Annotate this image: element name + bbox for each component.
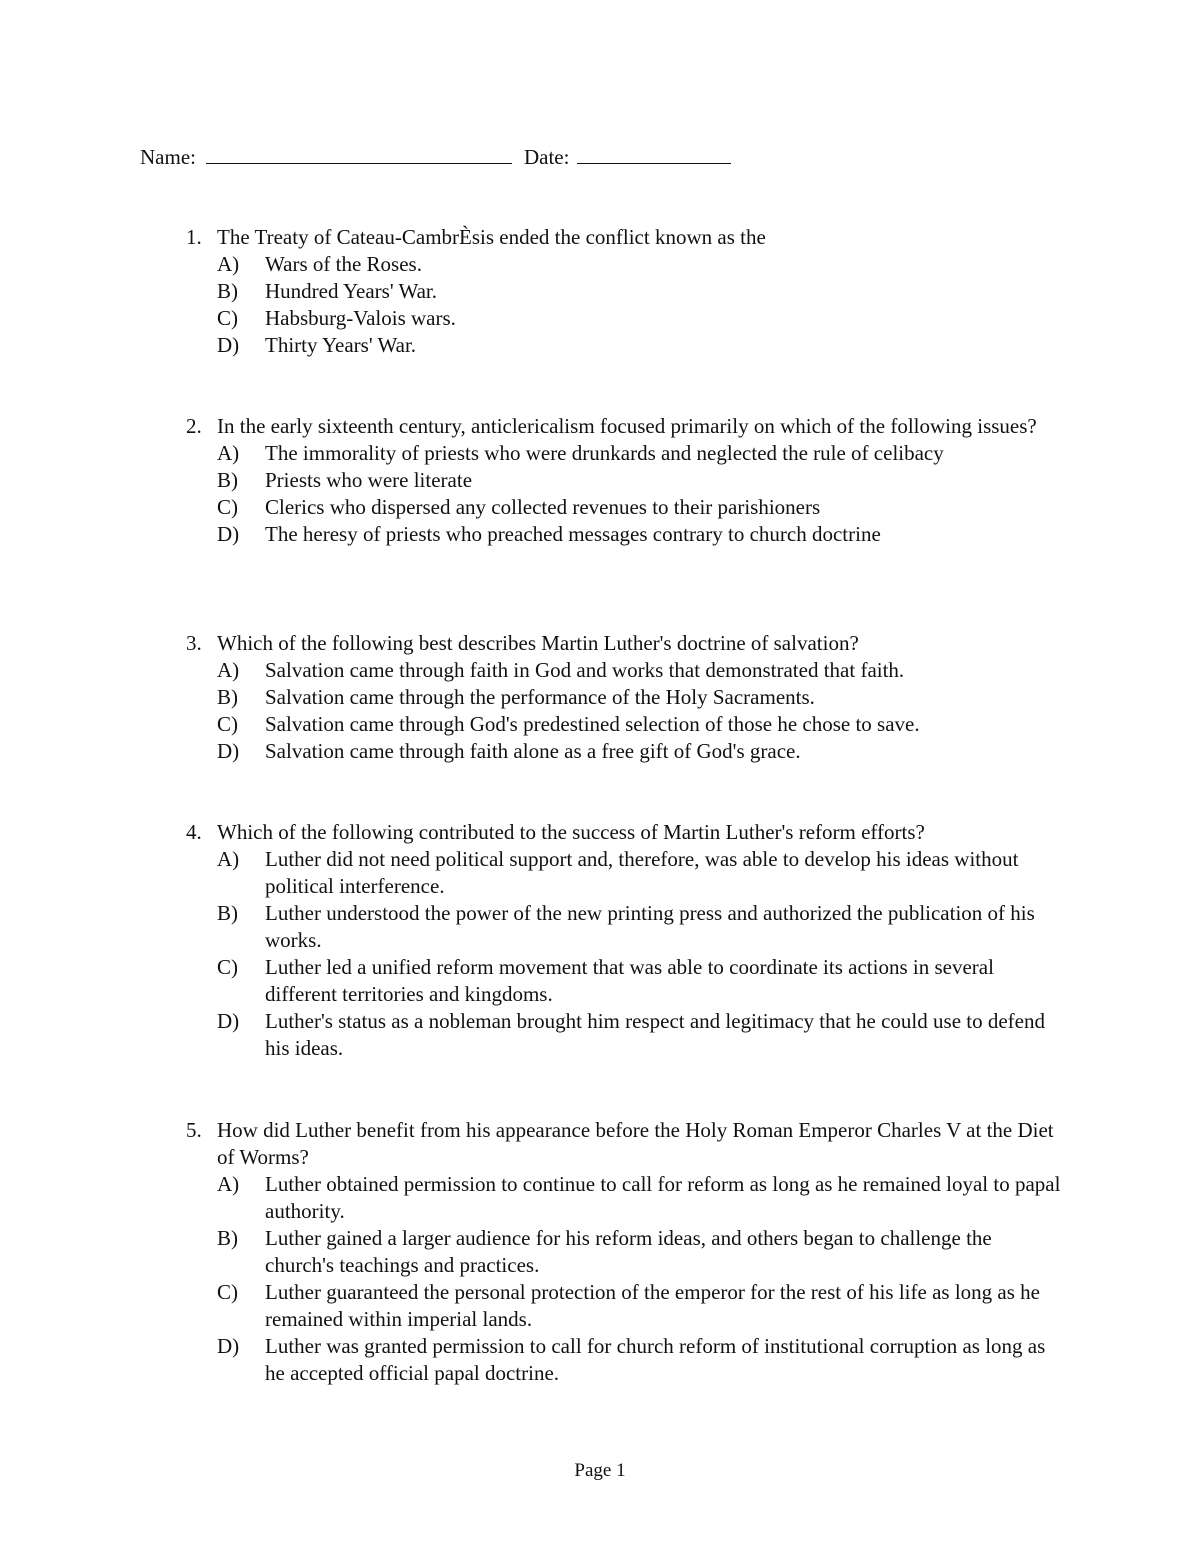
option-label: B) [217, 468, 238, 492]
answer-option-d [186, 332, 1066, 359]
option-text: Hundred Years' War. [265, 279, 438, 303]
answer-option-c [186, 954, 1066, 1008]
question-number: 2. [186, 414, 202, 438]
option-label: C) [217, 306, 238, 330]
option-text: Luther's status as a nobleman brought him respect and legitimacy that he could use to defend his ideas. [265, 1009, 1045, 1060]
option-label: B) [217, 901, 238, 925]
option-text: Luther guaranteed the personal protection of the emperor for the rest of his life as long as he remained within imperial lands. [265, 1280, 1040, 1331]
question-text: Which of the following contributed to the success of Martin Luther's reform efforts? [217, 820, 925, 844]
question-4 [186, 819, 1066, 1062]
option-text: Salvation came through God's predestined selection of those he chose to save. [265, 712, 920, 736]
name-date-header [140, 144, 731, 171]
option-text: Luther was granted permission to call for church reform of institutional corruption as long as he accepted official papal doctrine. [265, 1334, 1046, 1385]
option-text: The immorality of priests who were drunkards and neglected the rule of celibacy [265, 441, 944, 465]
answer-option-c [186, 711, 1066, 738]
answer-option-c [186, 494, 1066, 521]
answer-option-d [186, 738, 1066, 765]
question-stem [186, 1117, 1066, 1171]
question-text: In the early sixteenth century, anticlericalism focused primarily on which of the following issues? [217, 414, 1037, 438]
question-1 [186, 224, 1066, 359]
question-number: 4. [186, 820, 202, 844]
option-text: Luther gained a larger audience for his reform ideas, and others began to challenge the church's teachings and practices. [265, 1226, 992, 1277]
question-stem [186, 413, 1066, 440]
option-label: D) [217, 1334, 240, 1358]
option-label: D) [217, 739, 240, 763]
date-blank-line [577, 145, 731, 164]
question-stem [186, 224, 1066, 251]
option-text: Luther led a unified reform movement that was able to coordinate its actions in several different territories and kingdoms. [265, 955, 994, 1006]
option-text: Thirty Years' War. [265, 333, 417, 357]
option-label: C) [217, 955, 238, 979]
question-stem [186, 630, 1066, 657]
option-text: Luther did not need political support and, therefore, was able to develop his ideas without political interference. [265, 847, 1019, 898]
option-label: A) [217, 658, 240, 682]
answer-option-d [186, 1333, 1066, 1387]
option-label: A) [217, 847, 240, 871]
option-label: A) [217, 252, 240, 276]
option-label: A) [217, 1172, 240, 1196]
answer-option-a [186, 657, 1066, 684]
date-label: Date: [523, 145, 570, 169]
option-text: Wars of the Roses. [265, 252, 422, 276]
option-text: Clerics who dispersed any collected revenues to their parishioners [265, 495, 821, 519]
option-label: D) [217, 1009, 240, 1033]
question-5 [186, 1117, 1066, 1387]
name-blank-line [206, 145, 512, 164]
answer-option-b [186, 1225, 1066, 1279]
answer-option-a [186, 251, 1066, 278]
option-label: B) [217, 1226, 238, 1250]
answer-option-d [186, 521, 1066, 548]
answer-option-c [186, 305, 1066, 332]
question-2 [186, 413, 1066, 548]
question-number: 5. [186, 1118, 202, 1142]
answer-option-a [186, 846, 1066, 900]
option-text: Salvation came through faith alone as a free gift of God's grace. [265, 739, 801, 763]
option-text: Salvation came through faith in God and works that demonstrated that faith. [265, 658, 905, 682]
option-label: C) [217, 495, 238, 519]
answer-option-c [186, 1279, 1066, 1333]
answer-option-b [186, 278, 1066, 305]
question-text: How did Luther benefit from his appearance before the Holy Roman Emperor Charles V at the Diet of Worms? [217, 1118, 1054, 1169]
option-label: A) [217, 441, 240, 465]
answer-option-a [186, 1171, 1066, 1225]
option-text: Habsburg-Valois wars. [265, 306, 456, 330]
option-label: B) [217, 279, 238, 303]
option-label: D) [217, 522, 240, 546]
option-text: Luther obtained permission to continue to call for reform as long as he remained loyal to papal authority. [265, 1172, 1061, 1223]
option-label: C) [217, 712, 238, 736]
option-label: B) [217, 685, 238, 709]
page-number: Page 1 [574, 1460, 626, 1481]
answer-option-a [186, 440, 1066, 467]
option-text: Salvation came through the performance of the Holy Sacraments. [265, 685, 815, 709]
option-label: C) [217, 1280, 238, 1304]
answer-option-b [186, 900, 1066, 954]
option-text: Priests who were literate [265, 468, 473, 492]
answer-option-d [186, 1008, 1066, 1062]
question-stem [186, 819, 1066, 846]
name-label: Name: [140, 145, 196, 169]
answer-option-b [186, 467, 1066, 494]
question-text: Which of the following best describes Martin Luther's doctrine of salvation? [217, 631, 859, 655]
question-3 [186, 630, 1066, 765]
question-text: The Treaty of Cateau-CambrÈsis ended the conflict known as the [217, 225, 766, 249]
option-text: The heresy of priests who preached messages contrary to church doctrine [265, 522, 881, 546]
question-number: 3. [186, 631, 202, 655]
answer-option-b [186, 684, 1066, 711]
option-label: D) [217, 333, 240, 357]
option-text: Luther understood the power of the new printing press and authorized the publication of his works. [265, 901, 1035, 952]
question-number: 1. [186, 225, 202, 249]
